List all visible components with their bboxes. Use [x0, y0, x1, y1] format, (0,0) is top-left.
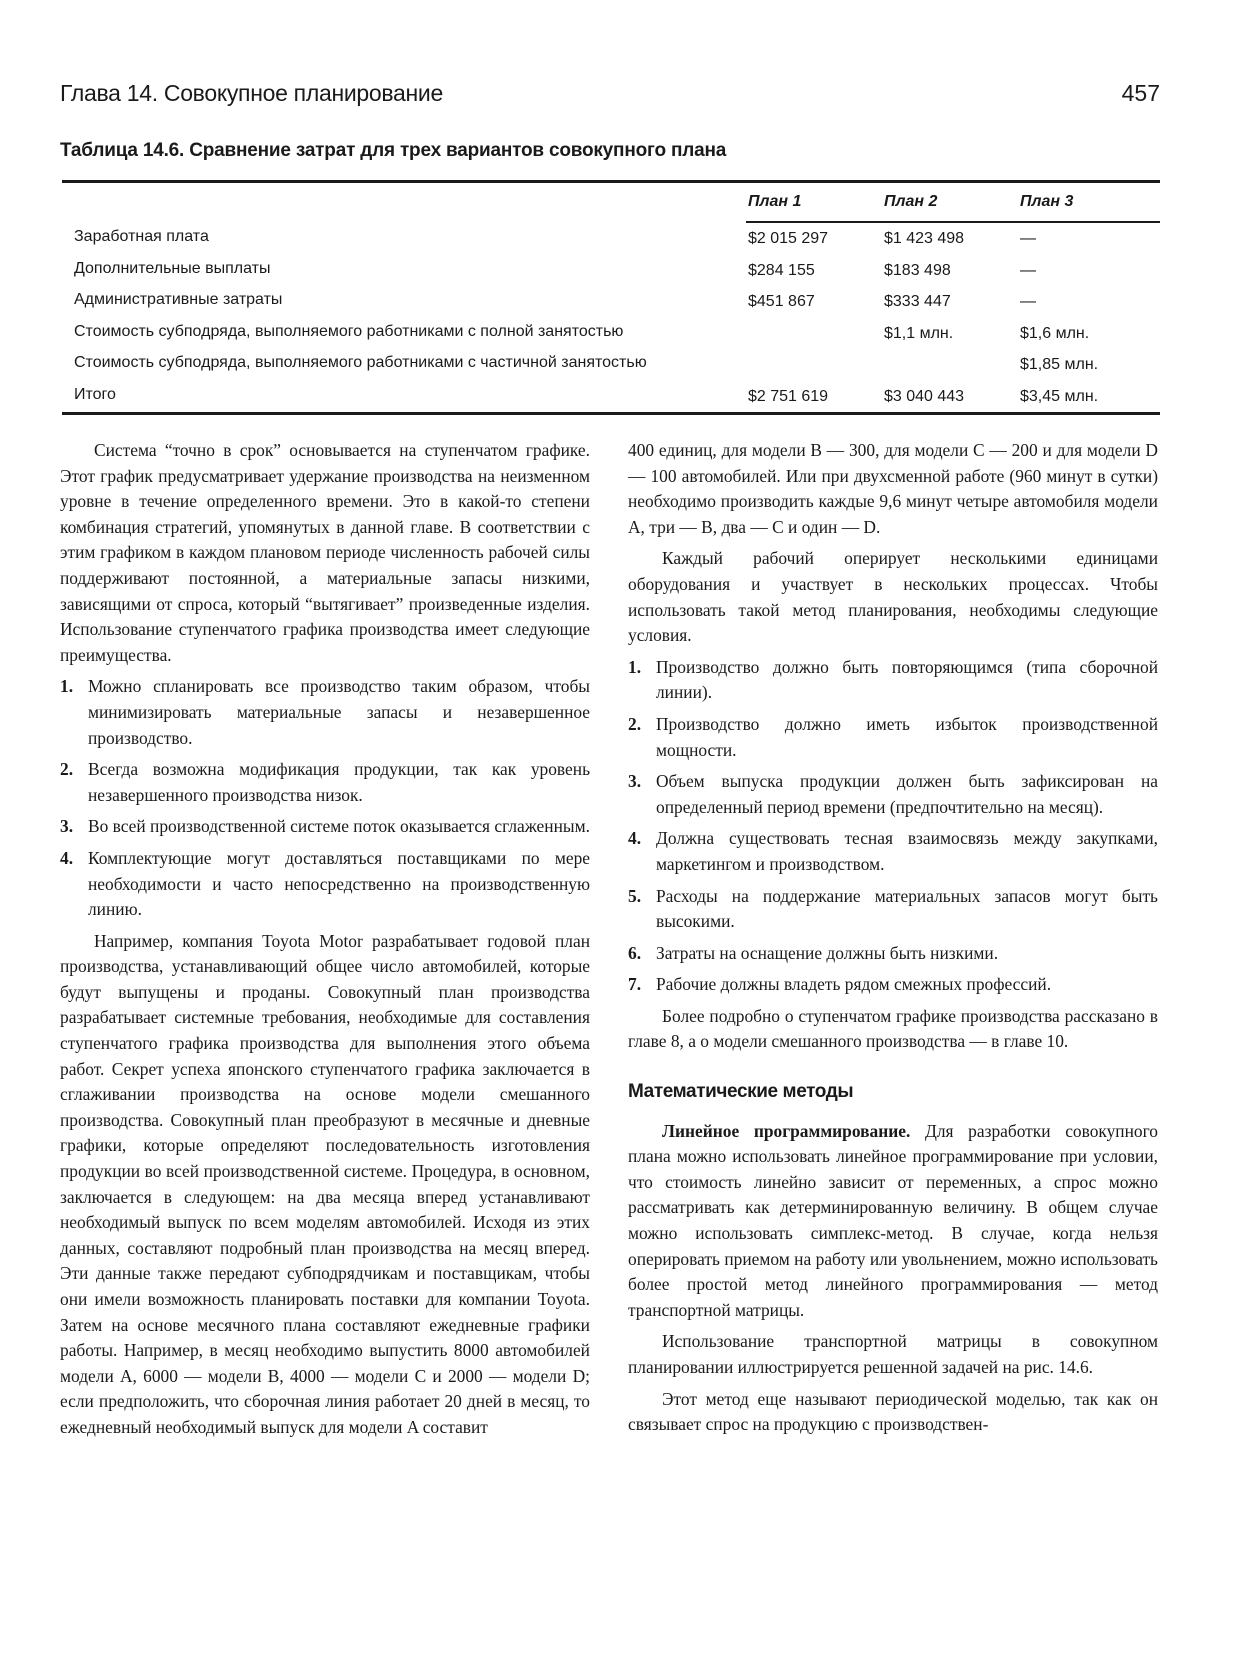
cell-plan-3: $1,6 млн.	[1020, 324, 1090, 342]
paragraph: Система “точно в срок” основывается на ступенчатом графике. Этот график предусматривает удержание производства на неизменном уровне в течение определенного времени. Это в какой-то степени комбинация стратегий, упомянутых в данной главе. В соответствии с этим графиком в каждом плановом периоде численность рабочей силы поддерживают постоянной, а материальные запасы низкими, зависящими от спроса, который “вытягивает” произведенные изделия. Использование ступенчатого графика производства имеет следующие преимущества.	[60, 440, 590, 665]
row-label: Стоимость субподряда, выполняемого работниками с частичной занятостью	[74, 354, 647, 371]
list-item-text: Рабочие должны владеть рядом смежных профессий.	[656, 974, 1052, 995]
list-item-text: Всегда возможна модификация продукции, так как уровень незавершенного производства низок.	[88, 759, 590, 805]
paragraph: Каждый рабочий оперирует несколькими единицами оборудования и участвует в нескольких процессах. Чтобы использовать такой метод планирования, необходимы следующие условия.	[628, 548, 1158, 646]
list-item-text: Можно спланировать все производство таким образом, чтобы минимизировать материальные запасы и незавершенное производство.	[88, 676, 590, 748]
cell-plan-3: —	[1020, 261, 1036, 279]
table-row-admin	[62, 286, 1160, 318]
list-item-text: Производство должно быть повторяющимся (типа сборочной линии).	[656, 656, 1158, 703]
list-item	[628, 941, 1158, 967]
list-number: 1.	[60, 676, 74, 697]
row-label: Дополнительные выплаты	[74, 259, 271, 277]
list-number: 7.	[628, 974, 642, 995]
cell-plan-2: $3 040 443	[884, 387, 965, 405]
page-header	[60, 72, 1160, 112]
table-row-wages	[62, 223, 1160, 255]
cell-plan-2: $1 423 498	[884, 230, 965, 247]
cell-plan-3: $3,45 млн.	[1020, 387, 1099, 405]
cell-plan-1: $284 155	[748, 261, 815, 279]
cell-plan-1: $2 751 619	[748, 387, 829, 405]
column-header-plan-2: План 2	[884, 193, 938, 210]
list-item	[628, 655, 1158, 706]
list-number: 4.	[60, 847, 74, 868]
page-number: 457	[1121, 80, 1160, 106]
cell-plan-3: —	[1020, 293, 1036, 310]
list-item-text: Должна существовать тесная взаимосвязь между закупками, маркетингом и производством.	[656, 828, 1158, 874]
list-number: 4.	[628, 828, 642, 849]
advantages-list	[60, 674, 590, 922]
paragraph-text: Для разработки совокупного плана можно использовать линейное программирование при условии, что стоимость линейно зависит от переменных, а спрос можно рассматривать как детерминированную величину. В общем случае можно использовать симплекс-метод. В случае, когда нельзя оперировать приемом на работу или увольнением, можно использовать более простой метод линейного программирования — метод транспортной матрицы.	[628, 1120, 1158, 1320]
cell-plan-1: $451 867	[748, 293, 815, 310]
cell-plan-2: $183 498	[884, 261, 951, 279]
list-item	[60, 846, 590, 923]
column-header-plan-1: План 1	[748, 193, 802, 210]
list-item	[628, 972, 1158, 998]
row-label: Административные затраты	[74, 291, 283, 308]
list-number: 1.	[628, 656, 642, 677]
conditions-list	[628, 655, 1158, 998]
list-item-text: Комплектующие могут доставляться поставщиками по мере необходимости и часто непосредственно на производственную линию.	[88, 847, 590, 920]
table-row-subcontract-part	[62, 349, 1160, 381]
list-item	[60, 674, 590, 751]
table-caption: Таблица 14.6. Сравнение затрат для трех вариантов совокупного плана	[60, 140, 727, 161]
row-label: Стоимость субподряда, выполняемого работниками с полной занятостью	[74, 322, 624, 340]
cell-plan-3: —	[1020, 230, 1036, 247]
paragraph	[628, 1119, 1158, 1324]
cell-plan-1: $2 015 297	[748, 230, 829, 247]
table-row-total	[62, 381, 1160, 413]
cell-plan-2: $333 447	[884, 293, 951, 310]
list-item	[60, 814, 590, 840]
row-label: Заработная плата	[74, 228, 209, 245]
list-item	[628, 712, 1158, 763]
paragraph: Более подробно о ступенчатом графике производства рассказано в главе 8, а о модели смешанного производства — в главе 10.	[628, 1005, 1158, 1052]
table-row-subcontract-full	[62, 318, 1160, 350]
paragraph: Этот метод еще называют периодической моделью, так как он связывает спрос на продукцию с производствен-	[628, 1388, 1158, 1435]
cell-plan-2: $1,1 млн.	[884, 324, 954, 342]
list-item	[628, 769, 1158, 820]
list-item	[60, 757, 590, 808]
list-item	[628, 884, 1158, 935]
list-number: 3.	[628, 771, 642, 792]
list-item-text: Затраты на оснащение должны быть низкими.	[656, 942, 999, 963]
list-number: 2.	[60, 759, 74, 780]
list-item-text: Во всей производственной системе поток оказывается сглаженным.	[88, 816, 590, 837]
chapter-title: Глава 14. Совокупное планирование	[60, 80, 443, 106]
list-item-text: Производство должно иметь избыток производственной мощности.	[656, 713, 1158, 760]
cell-plan-3: $1,85 млн.	[1020, 356, 1099, 373]
list-number: 3.	[60, 816, 74, 837]
cost-comparison-table	[62, 180, 1160, 415]
section-heading: Математические методы	[628, 1081, 854, 1103]
paragraph: Например, компания Toyota Motor разрабатывает годовой план производства, устанавливающий общее число автомобилей, которые будут выпущены и проданы. Совокупный план производства разрабатывает системные требования, необходимые для составления ступенчатого графика производства для выполнения этого объема работ. Секрет успеха японского ступенчатого графика заключается в сглаживании производства на основе модели смешанного производства. Совокупный план преобразуют в месячные и дневные графики, которые определяют последовательность изготовления продукции во всей производственной системе. Процедура, в основном, заключается в следующем: на два месяца вперед устанавливают необходимый выпуск по всем моделям автомобилей. Исходя из этих данных, составляют подробный план производства на месяц вперед. Эти данные также передают субподрядчикам и поставщикам, чтобы они имели возможность планировать поставки для компании Toyota. Затем на основе месячного плана составляют ежедневные графики работы. Например, в месяц необходимо выпустить 8000 автомобилей модели A, 6000 — модели B, 4000 — модели C и 2000 — модели D; если предположить, что сборочная линия работает 20 дней в месяц, то ежедневный необходимый выпуск для модели A составит	[60, 930, 590, 1437]
list-number: 6.	[628, 942, 642, 963]
table-row-benefits	[62, 255, 1160, 287]
table-header-row	[746, 183, 1160, 223]
run-in-heading: Линейное программирование.	[662, 1120, 911, 1141]
list-number: 2.	[628, 713, 642, 734]
list-item-text: Объем выпуска продукции должен быть зафиксирован на определенный период времени (предпочтительно на месяц).	[656, 771, 1158, 817]
paragraph-continued: 400 единиц, для модели B — 300, для модели C — 200 и для модели D — 100 автомобилей. Или при двухсменной работе (960 минут в сутки) необходимо производить каждые 9,6 минут четыре автомобиля модели A, три — B, два — C и один — D.	[628, 440, 1158, 537]
column-header-plan-3: План 3	[1020, 193, 1074, 210]
paragraph: Использование транспортной матрицы в совокупном планировании иллюстрируется решенной задачей на рис. 14.6.	[628, 1331, 1158, 1377]
list-item	[628, 826, 1158, 877]
right-column	[628, 438, 1158, 1444]
row-label: Итого	[74, 385, 116, 403]
list-item-text: Расходы на поддержание материальных запасов могут быть высокими.	[656, 885, 1158, 932]
left-column	[60, 438, 590, 1447]
list-number: 5.	[628, 885, 642, 906]
